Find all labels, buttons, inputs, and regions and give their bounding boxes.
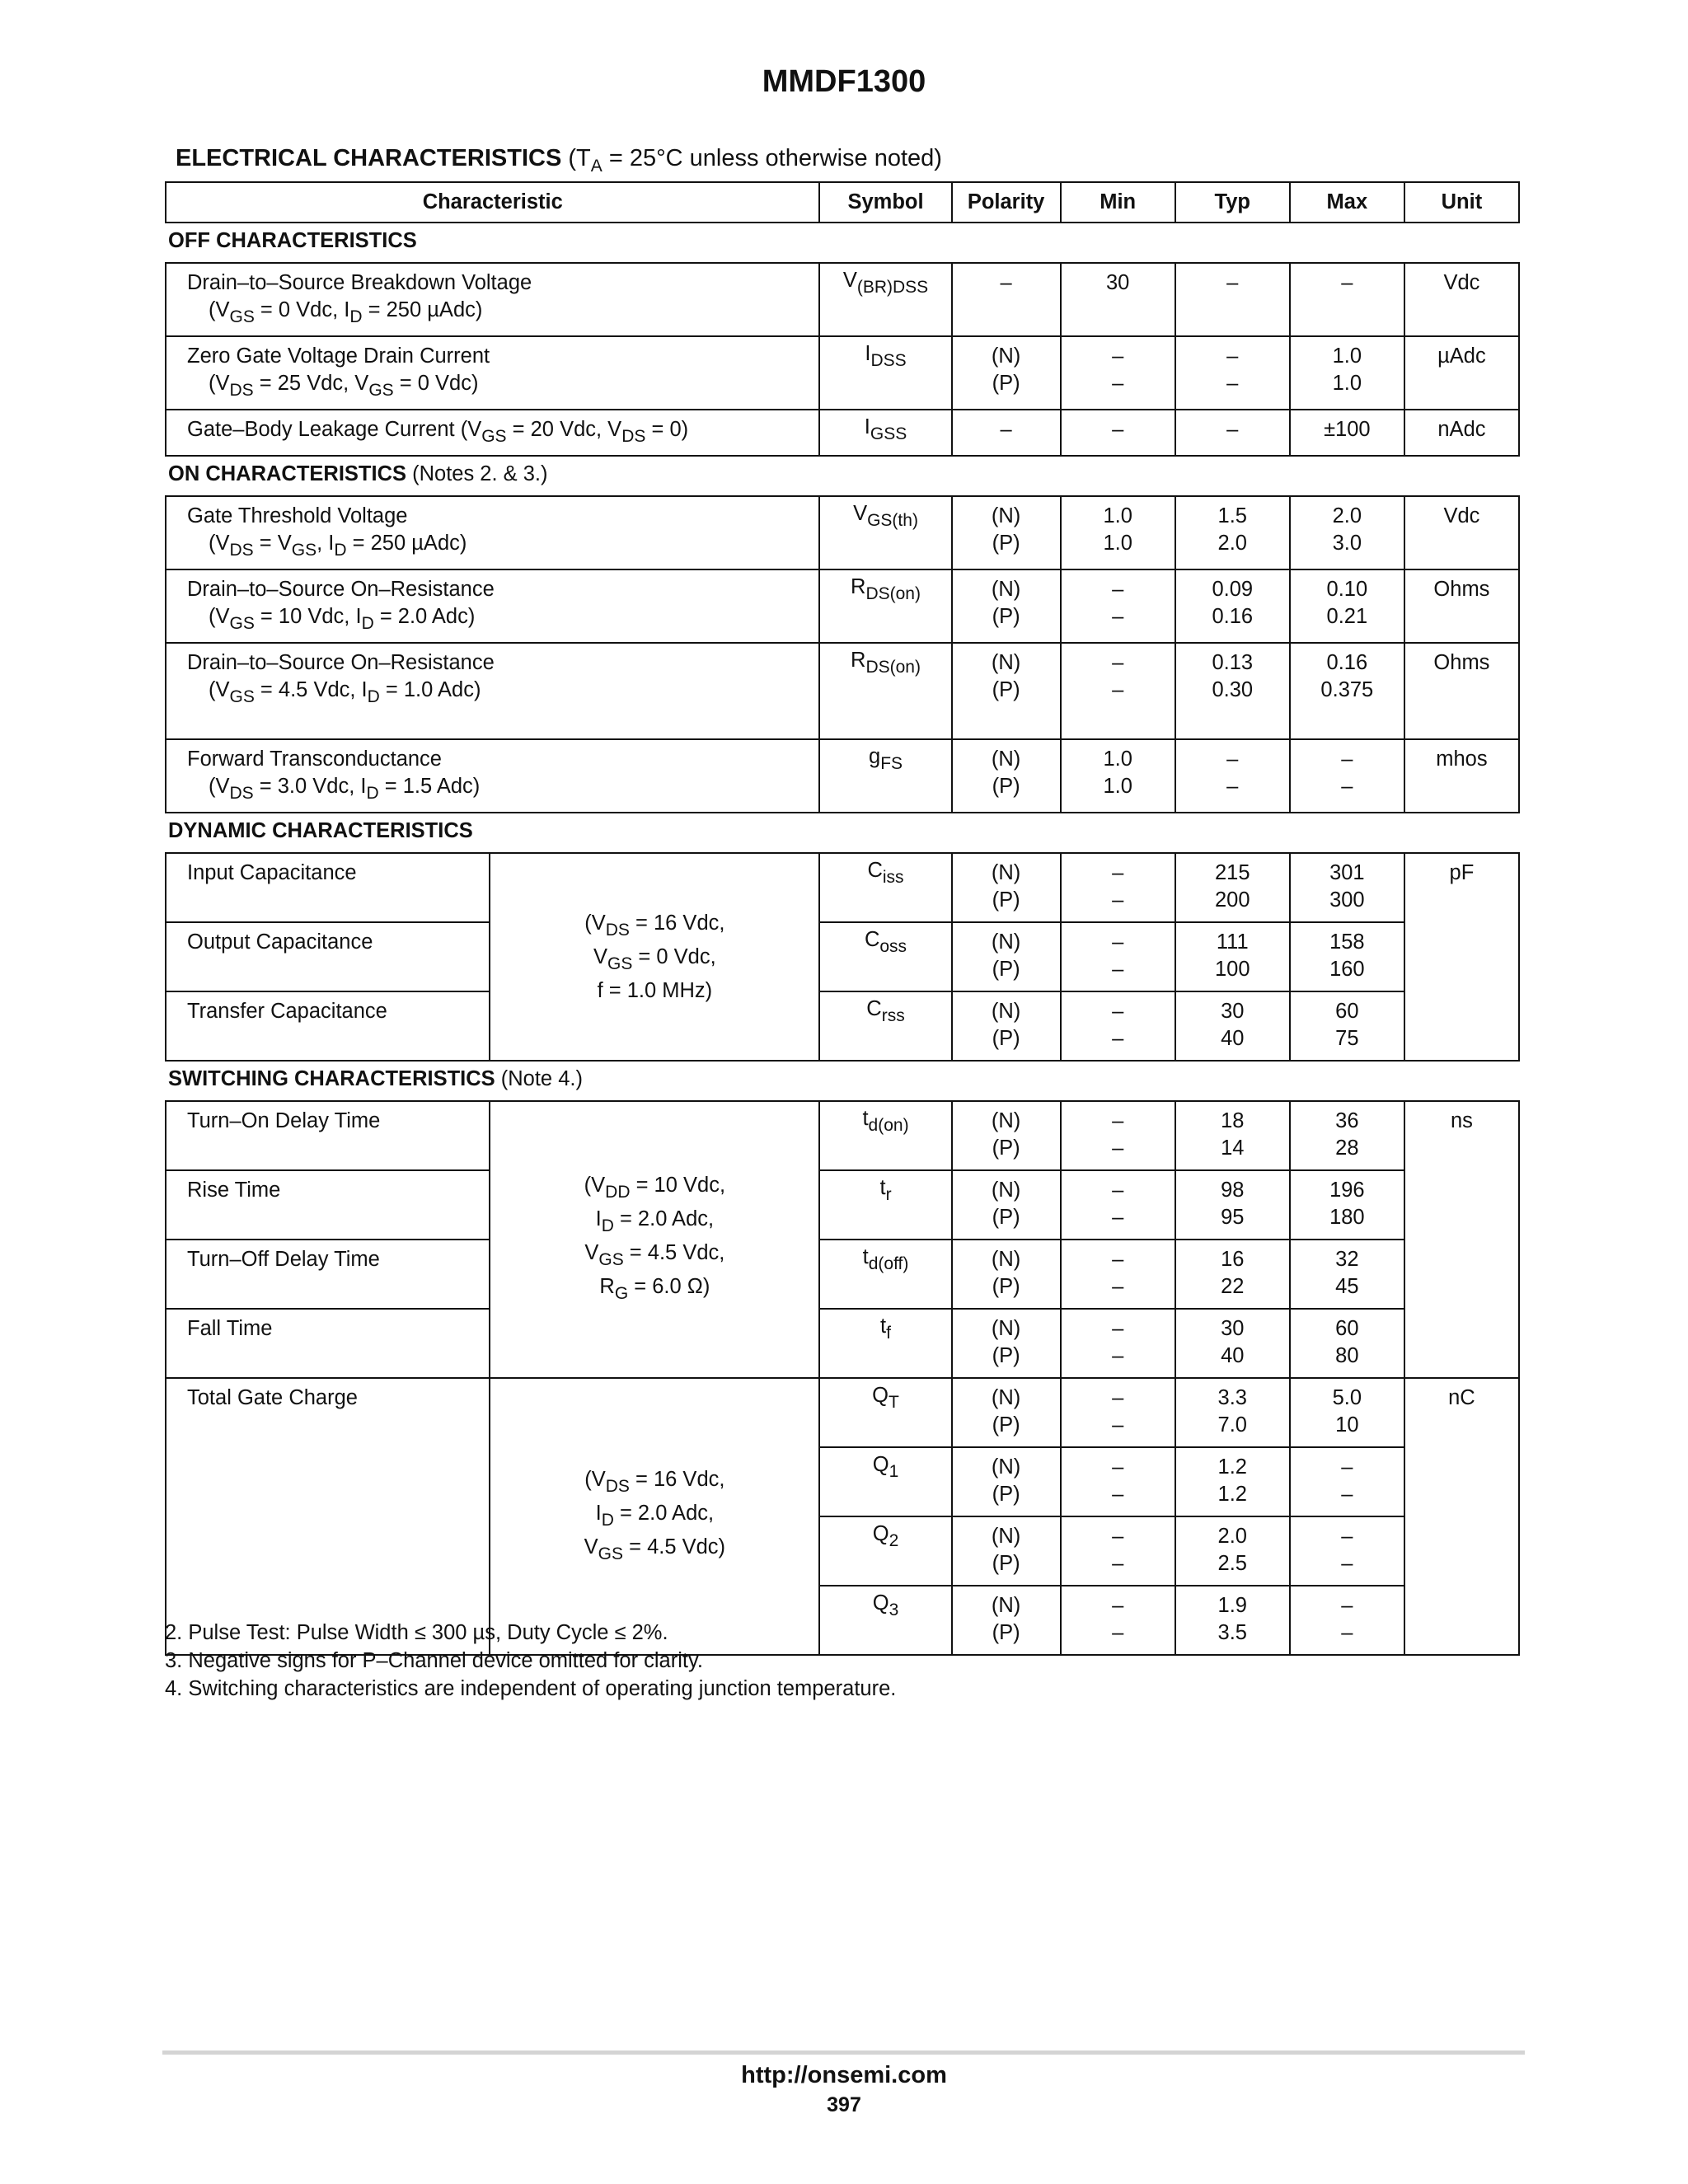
table-row [166,643,1519,739]
table-row [166,991,1519,1061]
row-igss-name: Gate–Body Leakage Current ($V_{GS} = 20$ Vdc, $V_{DS} = 0$) [166,410,819,456]
row-vgsth-typ: 1.5 2.0 [1175,496,1290,569]
electrical-characteristics-table [165,181,1520,1656]
col-unit: Unit [1404,182,1519,223]
row-qt-max: 5.0 10 [1290,1378,1404,1447]
footnotes [165,1619,896,1703]
col-max: Max [1290,182,1404,223]
row-ciss-min: – – [1061,853,1175,922]
row-vgsth-unit: Vdc [1404,496,1519,569]
footer-url-link[interactable]: http://onsemi.com [741,2062,947,2088]
table-row [166,1378,1519,1447]
switching-unit: ns [1404,1101,1519,1378]
row-rds1-min: – – [1061,569,1175,643]
row-gfs-symbol: $g_{FS}$ [819,739,951,813]
row-igss-typ: – [1175,410,1290,456]
table-row [166,263,1519,336]
row-q3-min: – – [1061,1586,1175,1655]
table-row [166,853,1519,922]
row-qt-min: – – [1061,1378,1175,1447]
footnote-4: 4. Switching characteristics are independent of operating junction temperature. [165,1677,897,1700]
row-tr-typ: 98 95 [1175,1170,1290,1240]
col-typ: Typ [1175,182,1290,223]
row-rds2-polarity: (N) (P) [952,643,1061,739]
table-row [166,1309,1519,1378]
row-coss-max: 158 160 [1290,922,1404,991]
row-q1-symbol: $Q_1$ [819,1447,951,1516]
row-vgsth-polarity: (N) (P) [952,496,1061,569]
row-q3-symbol: $Q_3$ [819,1586,951,1655]
section-on: ON CHARACTERISTICS (Notes 2. & 3.) [166,456,1519,496]
row-rds1-polarity: (N) (P) [952,569,1061,643]
row-crss-symbol: $C_{rss}$ [819,991,951,1061]
footnote-3: 3. Negative signs for P–Channel device omitted for clarity. [165,1649,703,1672]
row-tdoff-symbol: $t_{d(off)}$ [819,1240,951,1309]
row-tdon-min: – – [1061,1101,1175,1170]
table-row [166,739,1519,813]
row-qt-name: Total Gate Charge [166,1378,490,1655]
row-coss-polarity: (N) (P) [952,922,1061,991]
table-row [166,410,1519,456]
row-ciss-polarity: (N) (P) [952,853,1061,922]
dynamic-test-conditions: ($V_{DS} = 16$ Vdc, $V_{GS} = 0$ Vdc, f = 1.0 MHz) [490,853,819,1061]
row-ciss-symbol: $C_{iss}$ [819,853,951,922]
row-tr-polarity: (N) (P) [952,1170,1061,1240]
row-rds2-symbol: $R_{DS(on)}$ [819,643,951,739]
col-min: Min [1061,182,1175,223]
table-row [166,569,1519,643]
row-igss-unit: nAdc [1404,410,1519,456]
row-bvdss-name: Drain–to–Source Breakdown Voltage ($V_{GS} = 0$ Vdc, $I_D = 250$ µAdc) [166,263,819,336]
table-row [166,1240,1519,1309]
col-polarity: Polarity [952,182,1061,223]
row-rds2-typ: 0.13 0.30 [1175,643,1290,739]
row-bvdss-max: – [1290,263,1404,336]
row-tr-max: 196 180 [1290,1170,1404,1240]
row-tr-symbol: $t_r$ [819,1170,951,1240]
row-tdoff-min: – – [1061,1240,1175,1309]
row-idss-min: – – [1061,336,1175,410]
row-qt-polarity: (N) (P) [952,1378,1061,1447]
row-bvdss-unit: Vdc [1404,263,1519,336]
row-ciss-name: Input Capacitance [166,853,490,922]
row-rds1-symbol: $R_{DS(on)}$ [819,569,951,643]
row-coss-min: – – [1061,922,1175,991]
row-crss-name: Transfer Capacitance [166,991,490,1061]
row-bvdss-polarity: – [952,263,1061,336]
row-q2-polarity: (N) (P) [952,1516,1061,1586]
row-crss-min: – – [1061,991,1175,1061]
table-row [166,1170,1519,1240]
gate-charge-unit: nC [1404,1378,1519,1655]
row-q3-max: – – [1290,1586,1404,1655]
row-vgsth-min: 1.0 1.0 [1061,496,1175,569]
row-tdoff-name: Turn–Off Delay Time [166,1240,490,1309]
row-tdoff-polarity: (N) (P) [952,1240,1061,1309]
row-coss-typ: 111 100 [1175,922,1290,991]
row-crss-polarity: (N) (P) [952,991,1061,1061]
row-gfs-max: – – [1290,739,1404,813]
row-tdon-max: 36 28 [1290,1101,1404,1170]
row-q1-polarity: (N) (P) [952,1447,1061,1516]
section-dynamic: DYNAMIC CHARACTERISTICS [166,813,1519,853]
col-symbol: Symbol [819,182,951,223]
row-rds1-unit: Ohms [1404,569,1519,643]
row-gfs-unit: mhos [1404,739,1519,813]
row-gfs-polarity: (N) (P) [952,739,1061,813]
row-coss-name: Output Capacitance [166,922,490,991]
row-gfs-name: Forward Transconductance ($V_{DS} = 3.0$ Vdc, $I_D = 1.5$ Adc) [166,739,819,813]
row-bvdss-min: 30 [1061,263,1175,336]
row-q3-typ: 1.9 3.5 [1175,1586,1290,1655]
section-switching: SWITCHING CHARACTERISTICS (Note 4.) [166,1061,1519,1101]
row-ciss-max: 301 300 [1290,853,1404,922]
row-igss-min: – [1061,410,1175,456]
table-row [166,496,1519,569]
dynamic-unit: pF [1404,853,1519,1061]
footnote-2: 2. Pulse Test: Pulse Width ≤ 300 µs, Duty Cycle ≤ 2%. [165,1621,668,1644]
row-qt-symbol: $Q_T$ [819,1378,951,1447]
section-off: OFF CHARACTERISTICS [166,223,1519,263]
row-q1-max: – – [1290,1447,1404,1516]
row-crss-typ: 30 40 [1175,991,1290,1061]
row-tdoff-typ: 16 22 [1175,1240,1290,1309]
row-vgsth-max: 2.0 3.0 [1290,496,1404,569]
row-q2-symbol: $Q_2$ [819,1516,951,1586]
row-idss-symbol: $I_{DSS}$ [819,336,951,410]
row-q1-min: – – [1061,1447,1175,1516]
switching-test-conditions: ($V_{DD} = 10$ Vdc, $I_D = 2.0$ Adc, $V_{GS} = 4.5$ Vdc, $R_G = 6.0$ Ω) [490,1101,819,1378]
row-bvdss-symbol: $V_{(BR)DSS}$ [819,263,951,336]
row-q2-max: – – [1290,1516,1404,1586]
row-gfs-min: 1.0 1.0 [1061,739,1175,813]
page-number: 397 [827,2093,861,2116]
col-characteristic: Characteristic [166,182,819,223]
row-tf-symbol: $t_f$ [819,1309,951,1378]
table-row [166,336,1519,410]
row-gfs-typ: – – [1175,739,1290,813]
row-tdon-name: Turn–On Delay Time [166,1101,490,1170]
row-tdoff-max: 32 45 [1290,1240,1404,1309]
row-rds1-name: Drain–to–Source On–Resistance ($V_{GS} = 10$ Vdc, $I_D = 2.0$ Adc) [166,569,819,643]
row-vgsth-symbol: $V_{GS(th)}$ [819,496,951,569]
row-vgsth-name: Gate Threshold Voltage ($V_{DS} = V_{GS}$, $I_D = 250$ µAdc) [166,496,819,569]
row-bvdss-typ: – [1175,263,1290,336]
row-rds1-typ: 0.09 0.16 [1175,569,1290,643]
row-tf-typ: 30 40 [1175,1309,1290,1378]
row-q2-typ: 2.0 2.5 [1175,1516,1290,1586]
row-q3-polarity: (N) (P) [952,1586,1061,1655]
table-header-row [166,182,1519,223]
gate-charge-test-conditions: ($V_{DS} = 16$ Vdc, $I_D = 2.0$ Adc, $V_{GS} = 4.5$ Vdc) [490,1378,819,1655]
row-rds2-name: Drain–to–Source On–Resistance ($V_{GS} = 4.5$ Vdc, $I_D = 1.0$ Adc) [166,643,819,739]
row-crss-max: 60 75 [1290,991,1404,1061]
row-tf-max: 60 80 [1290,1309,1404,1378]
row-q1-typ: 1.2 1.2 [1175,1447,1290,1516]
row-idss-name: Zero Gate Voltage Drain Current ($V_{DS} = 25$ Vdc, $V_{GS} = 0$ Vdc) [166,336,819,410]
table-row [166,922,1519,991]
row-rds2-min: – – [1061,643,1175,739]
row-tdon-symbol: $t_{d(on)}$ [819,1101,951,1170]
row-rds2-max: 0.16 0.375 [1290,643,1404,739]
row-tf-min: – – [1061,1309,1175,1378]
row-ciss-typ: 215 200 [1175,853,1290,922]
row-tr-name: Rise Time [166,1170,490,1240]
row-rds2-unit: Ohms [1404,643,1519,739]
row-idss-max: 1.0 1.0 [1290,336,1404,410]
row-tdon-typ: 18 14 [1175,1101,1290,1170]
row-coss-symbol: $C_{oss}$ [819,922,951,991]
row-tf-name: Fall Time [166,1309,490,1378]
table-row [166,1101,1519,1170]
row-igss-polarity: – [952,410,1061,456]
electrical-characteristics-heading: ELECTRICAL CHARACTERISTICS ($T_A = 25^\circ C$ unless otherwise noted) [176,145,942,176]
row-qt-typ: 3.3 7.0 [1175,1378,1290,1447]
row-idss-typ: – – [1175,336,1290,410]
row-rds1-max: 0.10 0.21 [1290,569,1404,643]
row-igss-max: ±100 [1290,410,1404,456]
row-igss-symbol: $I_{GSS}$ [819,410,951,456]
footer-divider [162,2050,1525,2055]
row-tdon-polarity: (N) (P) [952,1101,1061,1170]
page-title: MMDF1300 [762,64,926,99]
row-q2-min: – – [1061,1516,1175,1586]
row-idss-polarity: (N) (P) [952,336,1061,410]
row-tr-min: – – [1061,1170,1175,1240]
row-idss-unit: µAdc [1404,336,1519,410]
row-tf-polarity: (N) (P) [952,1309,1061,1378]
